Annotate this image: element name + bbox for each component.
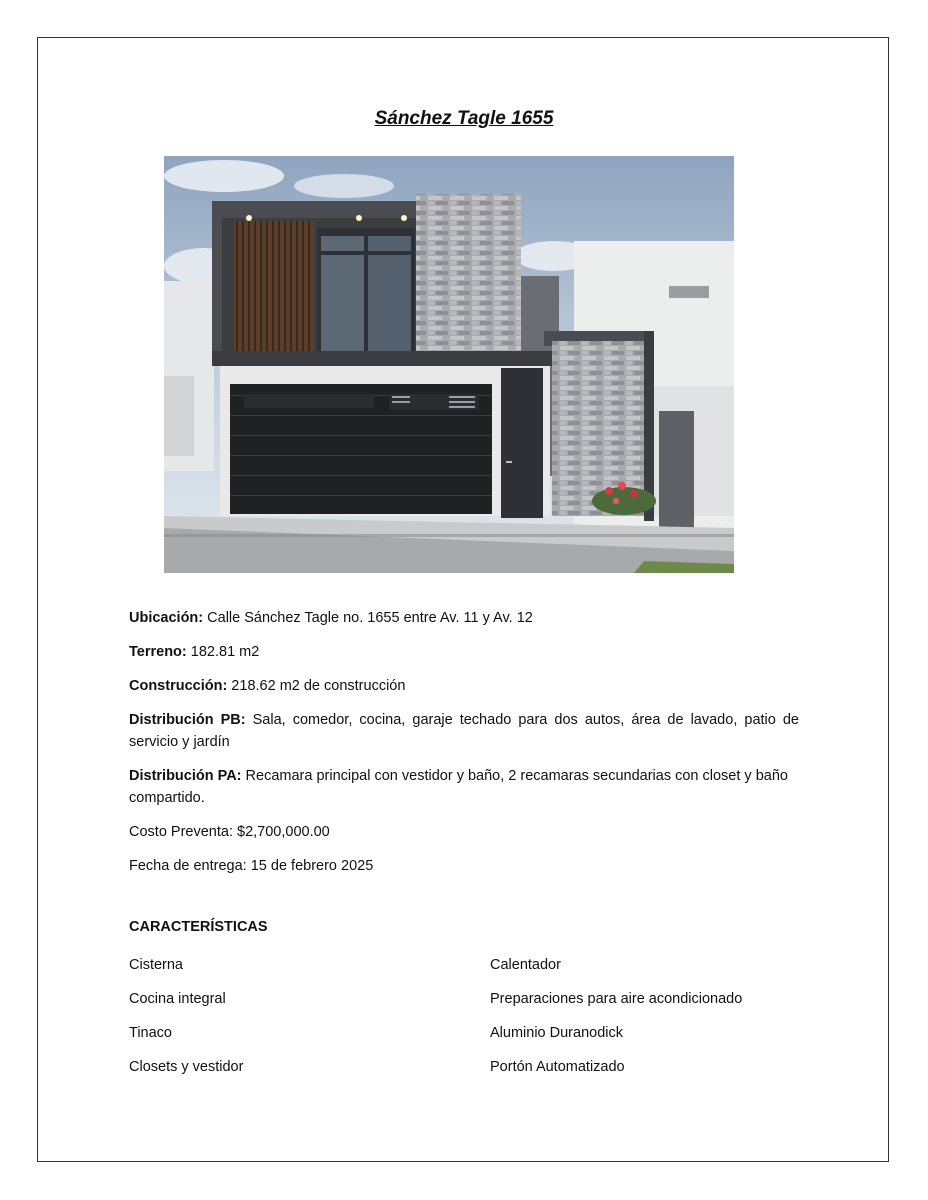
detail-label: Distribución PA:	[129, 768, 242, 784]
detail-value: Recamara principal con vestidor y baño, 2 recamaras secundarias con closet y baño compartido.	[129, 768, 788, 806]
feature-item: Cocina integral	[129, 991, 226, 1007]
detail-value: 218.62 m2 de construcción	[227, 678, 406, 694]
page-title: Sánchez Tagle 1655	[374, 108, 554, 129]
feature-item: Preparaciones para aire acondicionado	[490, 991, 743, 1007]
feature-item: Closets y vestidor	[129, 1059, 244, 1075]
detail-label: Ubicación:	[129, 610, 204, 626]
detail-value: 182.81 m2	[186, 644, 260, 660]
feature-item: Cisterna	[129, 957, 183, 973]
detail-value: Calle Sánchez Tagle no. 1655 entre Av. 11 y Av. 12	[203, 610, 533, 626]
detail-construccion	[129, 675, 799, 697]
feature-item: Aluminio Duranodick	[490, 1025, 623, 1041]
detail-terreno	[129, 641, 799, 663]
detail-ubicacion	[129, 607, 799, 629]
detail-costo	[129, 821, 799, 843]
detail-distribucion-pa	[129, 765, 799, 809]
detail-label: Distribución PB:	[129, 712, 246, 728]
features-heading: CARACTERÍSTICAS	[129, 919, 268, 935]
detail-distribucion-pb	[129, 709, 799, 753]
detail-value: Costo Preventa: $2,700,000.00	[129, 824, 330, 840]
detail-label: Construcción:	[129, 678, 228, 694]
house-image	[164, 156, 734, 573]
detail-fecha	[129, 855, 799, 877]
feature-item: Portón Automatizado	[490, 1059, 625, 1075]
detail-value: Fecha de entrega: 15 de febrero 2025	[129, 858, 374, 874]
feature-item: Tinaco	[129, 1025, 172, 1041]
detail-label: Terreno:	[129, 644, 187, 660]
feature-item: Calentador	[490, 957, 561, 973]
detail-value: Sala, comedor, cocina, garaje techado para dos autos, área de lavado, patio de servicio y jardín	[129, 712, 799, 750]
